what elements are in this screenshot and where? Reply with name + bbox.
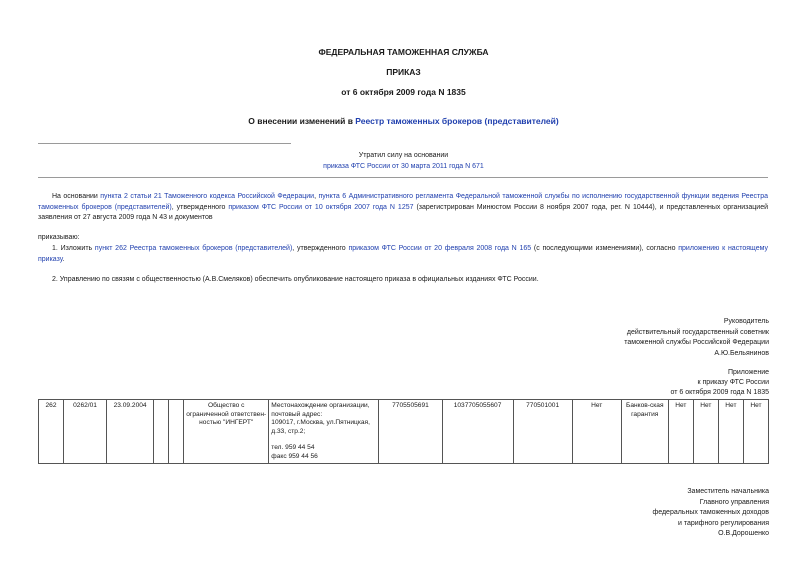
- p2-text-d: .: [62, 255, 65, 263]
- table-row: [39, 400, 769, 464]
- registry-link[interactable]: Реестр таможенных брокеров (представителей): [355, 116, 559, 126]
- appendix-date: от 6 октября 2009 года N 1835: [670, 389, 769, 396]
- cell-flag-5: Нет: [743, 400, 768, 464]
- cell-organization: Общество с ограниченной ответствен-ностью "ИНГЕРТ": [184, 400, 269, 464]
- signature-title: Руководитель: [723, 318, 769, 325]
- deputy-dept-cont2: и тарифного регулирования: [678, 519, 769, 527]
- signature-name: А.Ю.Бельянинов: [714, 349, 769, 357]
- cell-guarantee: Банков-ская гарантия: [621, 400, 668, 464]
- order-1257-link[interactable]: приказом ФТС России от 10 октября 2007 года N 1257: [228, 203, 414, 211]
- void-notice: [0, 163, 807, 170]
- agency-name: ФЕДЕРАЛЬНАЯ ТАМОЖЕННАЯ СЛУЖБА: [318, 47, 489, 57]
- order-word: приказываю:: [38, 234, 80, 241]
- appendix-label: Приложение: [727, 369, 769, 376]
- fax: факс 959 44 56: [271, 452, 318, 460]
- paragraph-item-2: 2. Управлению по связям с общественностью (А.В.Смеляков) обеспечить опубликование настоящего приказа в официальных изданиях ФТС России.: [52, 276, 539, 283]
- signature-rank-cont: таможенной службы Российской Федерации: [624, 339, 769, 346]
- cell-flag-3: Нет: [693, 400, 718, 464]
- cell-number: 262: [39, 400, 64, 464]
- divider-bottom: [38, 177, 768, 178]
- deputy-dept-cont: федеральных таможенных доходов: [652, 509, 769, 516]
- cell-address: [269, 400, 379, 464]
- cell-flag-4: Нет: [718, 400, 743, 464]
- deputy-dept: Главного управления: [699, 498, 769, 506]
- p1-text-c: , утвержденного: [171, 203, 229, 211]
- p2-text-b: , утвержденного: [292, 245, 349, 252]
- customs-code-link[interactable]: пункта 2 статьи 21 Таможенного кодекса Российской Федерации: [100, 193, 315, 200]
- cell-flag-2: Нет: [668, 400, 693, 464]
- signature-rank: действительный государственный советник: [626, 328, 769, 336]
- doc-date-number: от 6 октября 2009 года N 1835: [341, 87, 466, 97]
- p1-text-a: На основании: [52, 193, 101, 200]
- phone: тел. 959 44 54: [271, 444, 315, 451]
- cell-empty-2: [169, 400, 184, 464]
- deputy-name: О.В.Дорошенко: [718, 530, 769, 537]
- cell-inn: 7705505691: [379, 400, 442, 464]
- p2-text-c: (с последующими изменениями), согласно: [531, 245, 679, 252]
- p2-text-a: 1. Изложить: [52, 245, 95, 252]
- void-notice-text: Утратил силу на основании: [358, 152, 449, 159]
- appendix-ref: к приказу ФТС России: [697, 379, 769, 386]
- p1-text-b: ,: [314, 193, 319, 200]
- registry-item-262-link[interactable]: пункт 262 Реестра таможенных брокеров (представителей): [94, 245, 293, 252]
- order-165-link[interactable]: приказом ФТС России от 20 февраля 2008 года N 165: [348, 245, 532, 252]
- paragraph-item-1: [38, 244, 768, 265]
- cell-empty-1: [154, 400, 169, 464]
- registry-table: [38, 399, 769, 464]
- deputy-title: Заместитель начальника: [687, 488, 769, 495]
- divider-top: [38, 143, 291, 144]
- reglament-link[interactable]: пункта 6 Административного регламента Федеральной таможенной службы по исполнению государственной функции ведения Реестра таможенных брокеров (представителей): [38, 193, 769, 211]
- appendix-header: [671, 368, 769, 398]
- cell-kpp: 770501001: [513, 400, 572, 464]
- address-value: 109017, г.Москва, ул.Пятницкая, д.33, стр.2;: [271, 419, 370, 435]
- address-label: Местонахождение организации, почтовый адрес:: [271, 402, 370, 418]
- p1-text-d: (зарегистрирован Минюстом России 8 ноября 2007 года, рег. N 10444), и представленных организацией заявления от 27 августа 2009 года N 43 и документов: [38, 203, 768, 221]
- cell-reg-number: 0262/01: [64, 400, 107, 464]
- doc-type: ПРИКАЗ: [386, 67, 421, 77]
- doc-title-prefix: О внесении изменений в: [248, 116, 356, 126]
- void-order-link[interactable]: приказа ФТС России от 30 марта 2011 года N 671: [323, 163, 484, 170]
- appendix-link[interactable]: приложению к настоящему приказу: [38, 245, 768, 263]
- cell-flag-1: Нет: [572, 400, 621, 464]
- paragraph-basis: [38, 192, 768, 224]
- doc-title: [0, 116, 807, 126]
- cell-ogrn: 1037705055607: [442, 400, 513, 464]
- signature-deputy: [652, 487, 769, 540]
- signature-head: [624, 317, 769, 359]
- cell-date: 23.09.2004: [107, 400, 154, 464]
